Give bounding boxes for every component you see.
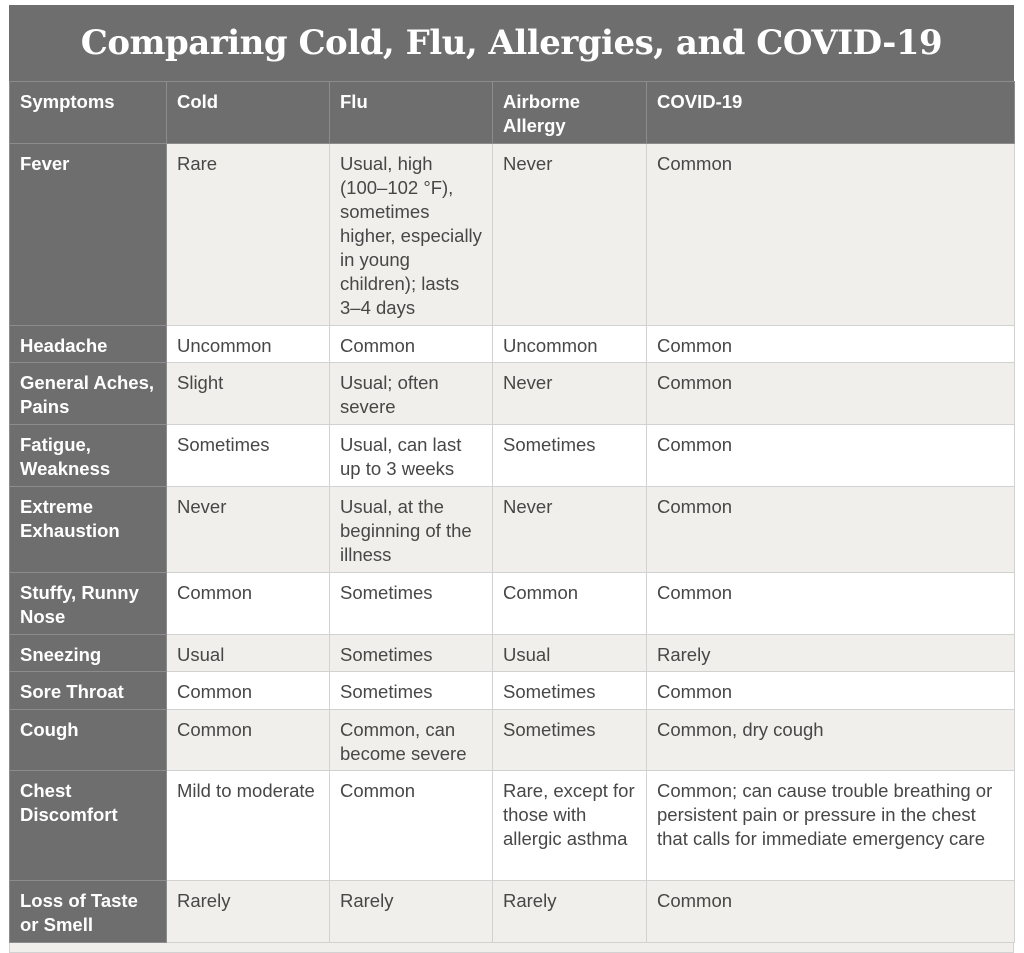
allergy-cell: Common bbox=[493, 573, 647, 635]
symptom-cell: Headache bbox=[10, 326, 167, 363]
table-row bbox=[10, 710, 1015, 771]
table-row bbox=[10, 326, 1015, 363]
table-row bbox=[10, 672, 1015, 710]
cold-cell: Uncommon bbox=[167, 326, 330, 363]
header-airborne-allergy: Airborne Allergy bbox=[493, 82, 647, 144]
flu-cell: Common bbox=[330, 326, 493, 363]
cold-cell: Rarely bbox=[167, 881, 330, 943]
covid-cell: Common bbox=[647, 144, 1015, 326]
cold-cell: Never bbox=[167, 487, 330, 573]
table-row bbox=[10, 573, 1015, 635]
header-symptoms: Symptoms bbox=[10, 82, 167, 144]
symptom-cell: Sore Throat bbox=[10, 672, 167, 710]
header-flu: Flu bbox=[330, 82, 493, 144]
covid-cell: Common bbox=[647, 881, 1015, 943]
table-row bbox=[10, 881, 1015, 943]
covid-cell: Common bbox=[647, 573, 1015, 635]
allergy-cell: Never bbox=[493, 144, 647, 326]
flu-cell: Common, can become severe bbox=[330, 710, 493, 771]
cold-cell: Sometimes bbox=[167, 425, 330, 487]
symptom-cell: General Aches, Pains bbox=[10, 363, 167, 425]
flu-cell: Usual, can last up to 3 weeks bbox=[330, 425, 493, 487]
symptom-cell: Extreme Exhaustion bbox=[10, 487, 167, 573]
flu-cell: Sometimes bbox=[330, 672, 493, 710]
allergy-cell: Rarely bbox=[493, 881, 647, 943]
flu-cell: Sometimes bbox=[330, 635, 493, 672]
cold-cell: Rare bbox=[167, 144, 330, 326]
cold-cell: Mild to moderate bbox=[167, 771, 330, 881]
allergy-cell: Never bbox=[493, 363, 647, 425]
symptom-cell: Stuffy, Runny Nose bbox=[10, 573, 167, 635]
allergy-cell: Usual bbox=[493, 635, 647, 672]
header-row bbox=[10, 82, 1015, 144]
flu-cell: Usual, at the beginning of the illness bbox=[330, 487, 493, 573]
covid-cell: Rarely bbox=[647, 635, 1015, 672]
cold-cell: Common bbox=[167, 573, 330, 635]
flu-cell: Rarely bbox=[330, 881, 493, 943]
allergy-cell: Sometimes bbox=[493, 425, 647, 487]
table-row bbox=[10, 487, 1015, 573]
allergy-cell: Sometimes bbox=[493, 672, 647, 710]
table-row bbox=[10, 635, 1015, 672]
flu-cell: Usual, high (100–102 °F), sometimes higher, especially in young children); lasts 3–4 days bbox=[330, 144, 493, 326]
cold-cell: Common bbox=[167, 710, 330, 771]
covid-cell: Common bbox=[647, 363, 1015, 425]
covid-cell: Common bbox=[647, 487, 1015, 573]
symptom-cell: Sneezing bbox=[10, 635, 167, 672]
flu-cell: Common bbox=[330, 771, 493, 881]
allergy-cell: Rare, except for those with allergic asthma bbox=[493, 771, 647, 881]
covid-cell: Common bbox=[647, 672, 1015, 710]
cold-cell: Slight bbox=[167, 363, 330, 425]
cold-cell: Usual bbox=[167, 635, 330, 672]
symptom-cell: Fatigue, Weakness bbox=[10, 425, 167, 487]
cold-cell: Common bbox=[167, 672, 330, 710]
symptom-cell: Cough bbox=[10, 710, 167, 771]
covid-cell: Common, dry cough bbox=[647, 710, 1015, 771]
allergy-cell: Never bbox=[493, 487, 647, 573]
table-footer-strip bbox=[9, 943, 1014, 953]
symptom-cell: Loss of Taste or Smell bbox=[10, 881, 167, 943]
symptom-cell: Fever bbox=[10, 144, 167, 326]
flu-cell: Sometimes bbox=[330, 573, 493, 635]
covid-cell: Common bbox=[647, 326, 1015, 363]
covid-cell: Common bbox=[647, 425, 1015, 487]
table-row bbox=[10, 425, 1015, 487]
table-row bbox=[10, 771, 1015, 881]
allergy-cell: Sometimes bbox=[493, 710, 647, 771]
table-row bbox=[10, 363, 1015, 425]
symptom-cell: Chest Discomfort bbox=[10, 771, 167, 881]
comparison-table-container bbox=[9, 5, 1014, 953]
table-title: Comparing Cold, Flu, Allergies, and COVID-19 bbox=[9, 5, 1014, 81]
flu-cell: Usual; often severe bbox=[330, 363, 493, 425]
header-cold: Cold bbox=[167, 82, 330, 144]
header-covid-19: COVID-19 bbox=[647, 82, 1015, 144]
symptom-comparison-table bbox=[9, 81, 1015, 943]
table-row bbox=[10, 144, 1015, 326]
covid-cell: Common; can cause trouble breathing or persistent pain or pressure in the chest that calls for immediate emergency care bbox=[647, 771, 1015, 881]
allergy-cell: Uncommon bbox=[493, 326, 647, 363]
